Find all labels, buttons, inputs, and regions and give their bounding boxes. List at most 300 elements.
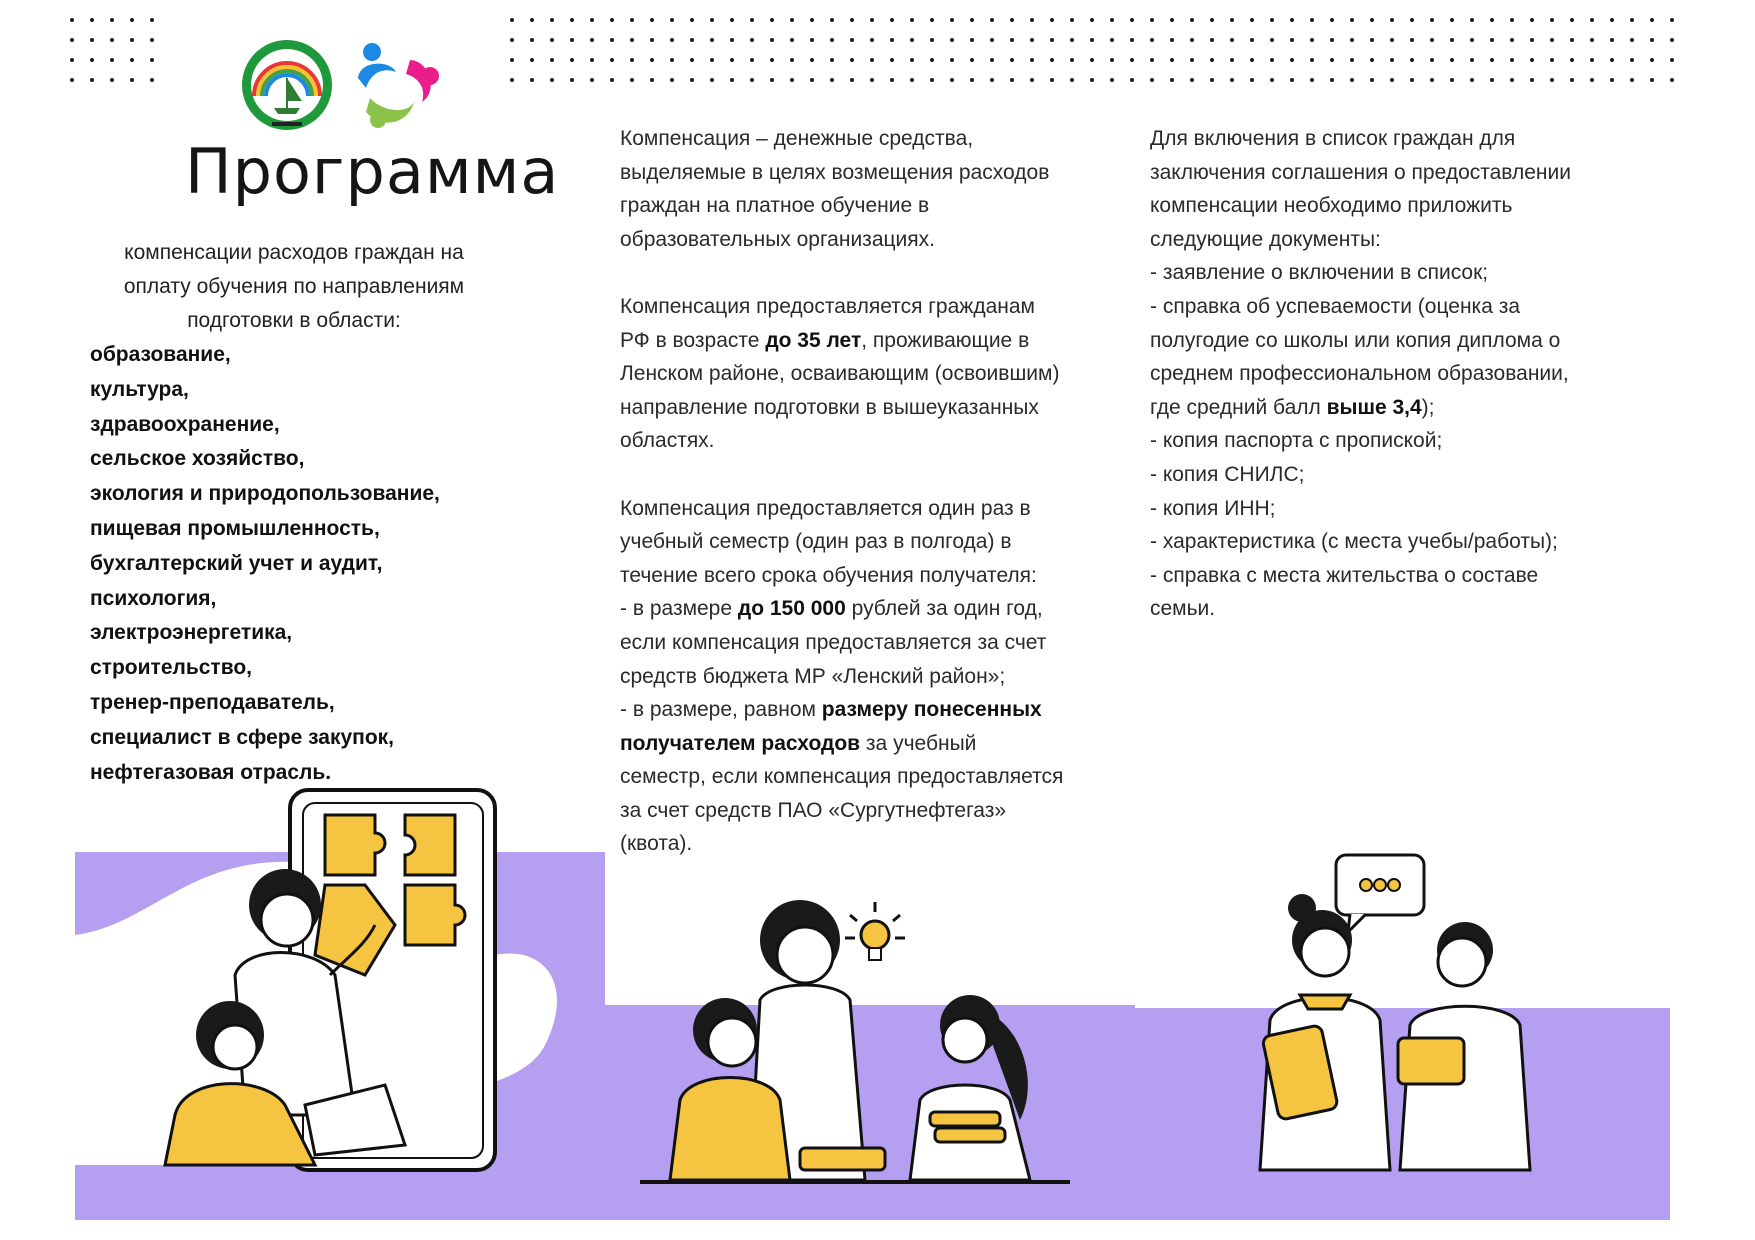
- decor-dot: [1430, 78, 1434, 82]
- decor-dot: [1630, 78, 1634, 82]
- field-item: здравоохранение,: [90, 412, 280, 436]
- decor-dot: [1450, 78, 1454, 82]
- document-item: - копия паспорта с пропиской;: [1150, 429, 1443, 453]
- frequency-line-6: средств бюджета МР «Ленский район»;: [620, 664, 1006, 688]
- decor-dot: [1570, 78, 1574, 82]
- amount-limit: до 150 000: [737, 597, 846, 621]
- definition-line-1: Компенсация – денежные средства,: [620, 127, 974, 150]
- decor-dot: [510, 18, 514, 22]
- decor-dot: [110, 78, 114, 82]
- decor-dot: [1270, 78, 1274, 82]
- decor-dot: [70, 58, 74, 62]
- document-item: - справка с места жительства о составе: [1150, 563, 1539, 587]
- decor-dot: [1130, 18, 1134, 22]
- decor-dot: [1630, 58, 1634, 62]
- decor-dot: [790, 78, 794, 82]
- field-item: пищевая промышленность,: [90, 516, 380, 540]
- decor-dot: [530, 58, 534, 62]
- decor-dot: [1150, 78, 1154, 82]
- decor-dot: [890, 38, 894, 42]
- decor-dot: [1570, 38, 1574, 42]
- decor-dot: [150, 38, 154, 42]
- decor-dot: [710, 18, 714, 22]
- frequency-line-8: получателем расходов за учебный: [620, 731, 977, 755]
- decor-dot: [1310, 78, 1314, 82]
- decor-dot: [610, 38, 614, 42]
- frequency-line-9: семестр, если компенсация предоставляется: [620, 765, 1064, 789]
- decor-dot: [550, 58, 554, 62]
- decor-dot: [1290, 38, 1294, 42]
- field-item: тренер-преподаватель,: [90, 690, 335, 714]
- decor-dot: [1370, 78, 1374, 82]
- decor-dot: [750, 58, 754, 62]
- decor-dot: [1170, 58, 1174, 62]
- decor-dot: [790, 58, 794, 62]
- decor-dot: [830, 38, 834, 42]
- decor-dot: [1270, 18, 1274, 22]
- decor-dot: [970, 58, 974, 62]
- decor-dot: [550, 18, 554, 22]
- decor-dot: [1030, 78, 1034, 82]
- decor-dot: [610, 78, 614, 82]
- decor-dot: [890, 78, 894, 82]
- documents-intro-1: Для включения в список граждан для: [1150, 127, 1516, 150]
- decor-dot: [70, 78, 74, 82]
- decor-dot: [610, 58, 614, 62]
- decor-dot: [870, 18, 874, 22]
- middle-column: [620, 122, 1140, 861]
- decor-dot: [770, 18, 774, 22]
- lightbulb-icon: [845, 902, 905, 960]
- decor-dot: [1310, 38, 1314, 42]
- decor-dot: [530, 78, 534, 82]
- field-item: строительство,: [90, 656, 253, 680]
- decor-dot: [990, 18, 994, 22]
- decor-dot: [650, 78, 654, 82]
- decor-dot: [1610, 18, 1614, 22]
- decor-dot: [1670, 58, 1674, 62]
- decor-dot: [1510, 78, 1514, 82]
- decor-dot: [70, 38, 74, 42]
- decor-dot: [1310, 58, 1314, 62]
- decor-dot: [930, 78, 934, 82]
- decor-dot: [1330, 78, 1334, 82]
- decor-dot: [1470, 78, 1474, 82]
- district-emblem-icon: [240, 38, 334, 132]
- decor-dot: [1390, 38, 1394, 42]
- decor-dot: [1250, 38, 1254, 42]
- decor-dot: [930, 58, 934, 62]
- frequency-line-7: - в размере, равном размеру понесенных: [620, 698, 1042, 722]
- decor-dot: [1230, 18, 1234, 22]
- decor-dot: [1030, 38, 1034, 42]
- decor-dot: [670, 58, 674, 62]
- illustration-puzzle-team: [75, 785, 605, 1220]
- decor-dot: [150, 58, 154, 62]
- decor-dot: [1430, 38, 1434, 42]
- decor-dot: [550, 38, 554, 42]
- document-item: - заявление о включении в список;: [1150, 261, 1489, 285]
- decor-dot: [110, 58, 114, 62]
- field-item: бухгалтерский учет и аудит,: [90, 551, 383, 575]
- decor-dot: [1590, 78, 1594, 82]
- decor-dot: [1610, 38, 1614, 42]
- decor-dot: [1450, 18, 1454, 22]
- frequency-line-3: течение всего срока обучения получателя:: [620, 563, 1037, 587]
- decor-dot: [930, 38, 934, 42]
- decor-dot: [1070, 18, 1074, 22]
- decor-dot: [90, 58, 94, 62]
- decor-dot: [890, 58, 894, 62]
- decor-dot: [1350, 58, 1354, 62]
- decor-dot: [1590, 18, 1594, 22]
- frequency-line-10: за счет средств ПАО «Сургутнефтегаз»: [620, 798, 1007, 822]
- decor-dot: [1570, 58, 1574, 62]
- eligibility-line-3: Ленском районе, осваивающим (освоившим): [620, 362, 1060, 386]
- decor-dot: [1490, 58, 1494, 62]
- decor-dot: [1650, 78, 1654, 82]
- decor-dot: [590, 18, 594, 22]
- decor-dot: [1410, 18, 1414, 22]
- decor-dot: [1490, 18, 1494, 22]
- program-subtitle: компенсации расходов граждан на оплату обучения по направлениям подготовки в области:: [123, 241, 465, 332]
- decor-dot: [510, 78, 514, 82]
- decor-dot: [710, 78, 714, 82]
- decor-dot: [1410, 38, 1414, 42]
- decor-dot: [90, 18, 94, 22]
- decor-dot: [730, 38, 734, 42]
- decor-dot: [1530, 78, 1534, 82]
- decor-dot: [1090, 58, 1094, 62]
- decor-dot: [670, 38, 674, 42]
- decor-dot: [1090, 18, 1094, 22]
- decor-dot: [570, 18, 574, 22]
- field-item: экология и природопользование,: [90, 482, 440, 506]
- document-item: - характеристика (с места учебы/работы);: [1150, 530, 1558, 554]
- people-logo-icon: [350, 38, 445, 133]
- decor-dot: [1110, 58, 1114, 62]
- decor-dot: [1250, 58, 1254, 62]
- documents-intro-2: заключения соглашения о предоставлении: [1150, 160, 1571, 184]
- decor-dot: [1150, 18, 1154, 22]
- decor-dot: [1590, 58, 1594, 62]
- eligibility-line-1: Компенсация предоставляется гражданам: [620, 294, 1035, 318]
- decor-dot: [70, 18, 74, 22]
- frequency-line-1: Компенсация предоставляется один раз в: [620, 496, 1031, 520]
- decor-dot: [690, 18, 694, 22]
- definition-line-4: образовательных организациях.: [620, 227, 935, 251]
- frequency-line-2: учебный семестр (один раз в полгода) в: [620, 530, 1012, 554]
- decor-dot: [130, 58, 134, 62]
- fields-list: [90, 338, 440, 790]
- document-item: полугодие со школы или копия диплома о: [1150, 328, 1561, 352]
- decor-dot: [130, 78, 134, 82]
- decor-dot: [1210, 38, 1214, 42]
- decor-dot: [1630, 18, 1634, 22]
- eligibility-line-2: РФ в возрасте до 35 лет, проживающие в: [620, 328, 1030, 352]
- decor-dot: [1050, 58, 1054, 62]
- decor-dot: [1350, 78, 1354, 82]
- decor-dot: [870, 58, 874, 62]
- decor-dot: [510, 38, 514, 42]
- decor-dot: [1090, 78, 1094, 82]
- decor-dot: [1270, 38, 1274, 42]
- decor-dot: [570, 78, 574, 82]
- frequency-line-5: если компенсация предоставляется за счет: [620, 630, 1047, 654]
- decor-dot: [950, 38, 954, 42]
- decor-dot: [1430, 58, 1434, 62]
- documents-intro-3: компенсации необходимо приложить: [1150, 194, 1513, 218]
- decor-dot: [850, 38, 854, 42]
- decor-dot: [1670, 78, 1674, 82]
- decor-dot: [150, 78, 154, 82]
- decor-dot: [1150, 58, 1154, 62]
- decor-dot: [630, 38, 634, 42]
- decor-dot: [1290, 18, 1294, 22]
- decor-dot: [870, 78, 874, 82]
- decor-dot: [850, 18, 854, 22]
- decor-dot: [830, 18, 834, 22]
- decor-dot: [1010, 38, 1014, 42]
- decor-dot: [690, 78, 694, 82]
- decor-dot: [1330, 58, 1334, 62]
- decor-dot: [790, 38, 794, 42]
- decor-dot: [590, 78, 594, 82]
- decor-dot: [630, 18, 634, 22]
- decor-dot: [1290, 78, 1294, 82]
- decor-dot: [970, 18, 974, 22]
- decor-dot: [1170, 38, 1174, 42]
- decor-dot: [1370, 18, 1374, 22]
- decor-dot: [910, 58, 914, 62]
- decor-dot: [750, 78, 754, 82]
- decor-dot: [1110, 18, 1114, 22]
- decor-dot: [1030, 18, 1034, 22]
- decor-dot: [750, 38, 754, 42]
- decor-dot: [770, 38, 774, 42]
- decor-dot: [1390, 58, 1394, 62]
- decor-dot: [910, 18, 914, 22]
- decor-dot: [1170, 78, 1174, 82]
- decor-dot: [770, 78, 774, 82]
- decor-dot: [1470, 18, 1474, 22]
- decor-dot: [650, 38, 654, 42]
- decor-dot: [950, 58, 954, 62]
- document-item: где средний балл выше 3,4);: [1150, 395, 1435, 419]
- decor-dot: [1450, 38, 1454, 42]
- field-item: специалист в сфере закупок,: [90, 725, 395, 749]
- age-limit: до 35 лет: [765, 328, 862, 352]
- decor-dot: [1310, 18, 1314, 22]
- decor-dot: [110, 18, 114, 22]
- decor-dot: [1510, 58, 1514, 62]
- decor-dot: [90, 78, 94, 82]
- decor-dot: [1330, 38, 1334, 42]
- decor-dot: [810, 58, 814, 62]
- decor-dot: [590, 58, 594, 62]
- decor-dot: [870, 38, 874, 42]
- decor-dot: [1170, 18, 1174, 22]
- decor-dot: [690, 38, 694, 42]
- decor-dot: [1070, 78, 1074, 82]
- decor-dot: [1250, 18, 1254, 22]
- decor-dot: [1110, 78, 1114, 82]
- definition-line-3: граждан на платное обучение в: [620, 194, 930, 218]
- decor-dot: [1450, 58, 1454, 62]
- decor-dot: [1530, 38, 1534, 42]
- decor-dot: [610, 18, 614, 22]
- decor-dot: [650, 58, 654, 62]
- decor-dot: [730, 18, 734, 22]
- right-column: [1150, 122, 1710, 626]
- decor-dot: [130, 18, 134, 22]
- decor-dot: [110, 38, 114, 42]
- decor-dot: [1510, 18, 1514, 22]
- decor-dot: [810, 78, 814, 82]
- decor-dot: [130, 38, 134, 42]
- decor-dot: [1230, 58, 1234, 62]
- decor-dot: [1550, 78, 1554, 82]
- decor-dot: [1130, 58, 1134, 62]
- field-item: электроэнергетика,: [90, 621, 293, 645]
- decor-dot: [1670, 38, 1674, 42]
- illustration-conversation: [1240, 850, 1570, 1180]
- decor-dot: [1350, 18, 1354, 22]
- decor-dot: [1050, 38, 1054, 42]
- decor-dot: [570, 58, 574, 62]
- decor-dot: [910, 38, 914, 42]
- decor-dot: [1470, 58, 1474, 62]
- decor-dot: [830, 58, 834, 62]
- decor-dot: [710, 38, 714, 42]
- decor-dot: [810, 38, 814, 42]
- decor-dot: [1390, 78, 1394, 82]
- decor-dot: [1350, 38, 1354, 42]
- field-item: сельское хозяйство,: [90, 447, 305, 471]
- decor-dot: [590, 38, 594, 42]
- decor-dot: [1510, 38, 1514, 42]
- frequency-line-11: (квота).: [620, 832, 693, 856]
- decor-dot: [1190, 78, 1194, 82]
- decor-dot: [1610, 78, 1614, 82]
- eligibility-line-4: направление подготовки в вышеуказанных: [620, 395, 1039, 419]
- decor-dot: [1370, 38, 1374, 42]
- document-item: - копия СНИЛС;: [1150, 462, 1305, 486]
- decor-dot: [1150, 38, 1154, 42]
- decor-dot: [1530, 58, 1534, 62]
- decor-dot: [770, 58, 774, 62]
- decor-dot: [1430, 18, 1434, 22]
- decor-dot: [1070, 38, 1074, 42]
- decor-dot: [570, 38, 574, 42]
- decor-dot: [90, 38, 94, 42]
- decor-dot: [930, 18, 934, 22]
- decor-dot: [990, 38, 994, 42]
- illustration-study-group: [640, 880, 1090, 1220]
- decor-dot: [1010, 18, 1014, 22]
- decor-dot: [1550, 58, 1554, 62]
- decor-dot: [1590, 38, 1594, 42]
- decor-dot: [670, 18, 674, 22]
- decor-dot: [1010, 78, 1014, 82]
- decor-dot: [690, 58, 694, 62]
- decor-dot: [850, 78, 854, 82]
- decor-dot: [1210, 58, 1214, 62]
- decor-dot: [150, 18, 154, 22]
- decor-dot: [730, 58, 734, 62]
- decor-dot: [1490, 38, 1494, 42]
- speech-bubble-icon: [1336, 855, 1424, 932]
- document-item: среднем профессиональном образовании,: [1150, 362, 1569, 386]
- field-item: психология,: [90, 586, 217, 610]
- decor-dot: [1210, 18, 1214, 22]
- decor-dot: [950, 18, 954, 22]
- decor-dot: [1130, 38, 1134, 42]
- decor-dot: [670, 78, 674, 82]
- decor-dot: [990, 78, 994, 82]
- document-item: - справка об успеваемости (оценка за: [1150, 294, 1521, 318]
- decor-dot: [1490, 78, 1494, 82]
- decor-dot: [1250, 78, 1254, 82]
- decor-dot: [750, 18, 754, 22]
- decor-dot: [1090, 38, 1094, 42]
- decor-dot: [1030, 58, 1034, 62]
- frequency-line-4: - в размере до 150 000 рублей за один год,: [620, 597, 1043, 621]
- field-item: нефтегазовая отрасль.: [90, 760, 332, 784]
- decor-dot: [510, 58, 514, 62]
- decor-dot: [1570, 18, 1574, 22]
- page-title: Программа: [185, 135, 560, 208]
- decor-dot: [810, 18, 814, 22]
- decor-dot: [1650, 58, 1654, 62]
- document-item: семьи.: [1150, 597, 1216, 621]
- field-item: образование,: [90, 343, 231, 366]
- decor-dot: [1470, 38, 1474, 42]
- decor-dot: [1070, 58, 1074, 62]
- decor-dot: [990, 58, 994, 62]
- decor-dot: [1290, 58, 1294, 62]
- decor-dot: [830, 78, 834, 82]
- field-item: культура,: [90, 377, 189, 401]
- decor-dot: [1190, 38, 1194, 42]
- decor-dot: [1650, 38, 1654, 42]
- decor-dot: [1410, 78, 1414, 82]
- decor-dot: [1110, 38, 1114, 42]
- decor-dot: [790, 18, 794, 22]
- decor-dot: [1610, 58, 1614, 62]
- decor-dot: [1550, 38, 1554, 42]
- decor-dot: [1230, 78, 1234, 82]
- decor-dot: [1050, 78, 1054, 82]
- decor-dot: [970, 38, 974, 42]
- decor-dot: [630, 58, 634, 62]
- documents-intro-4: следующие документы:: [1150, 227, 1381, 251]
- definition-line-2: выделяемые в целях возмещения расходов: [620, 160, 1050, 184]
- decor-dot: [730, 78, 734, 82]
- decor-dot: [1190, 18, 1194, 22]
- decor-dot: [1390, 18, 1394, 22]
- decor-dot: [710, 58, 714, 62]
- decor-dot: [1630, 38, 1634, 42]
- decor-dot: [650, 18, 654, 22]
- decor-dot: [890, 18, 894, 22]
- decor-dot: [1010, 58, 1014, 62]
- decor-dot: [1530, 18, 1534, 22]
- decor-dot: [1270, 58, 1274, 62]
- decor-dot: [1330, 18, 1334, 22]
- document-item: - копия ИНН;: [1150, 496, 1276, 520]
- decor-dot: [1670, 18, 1674, 22]
